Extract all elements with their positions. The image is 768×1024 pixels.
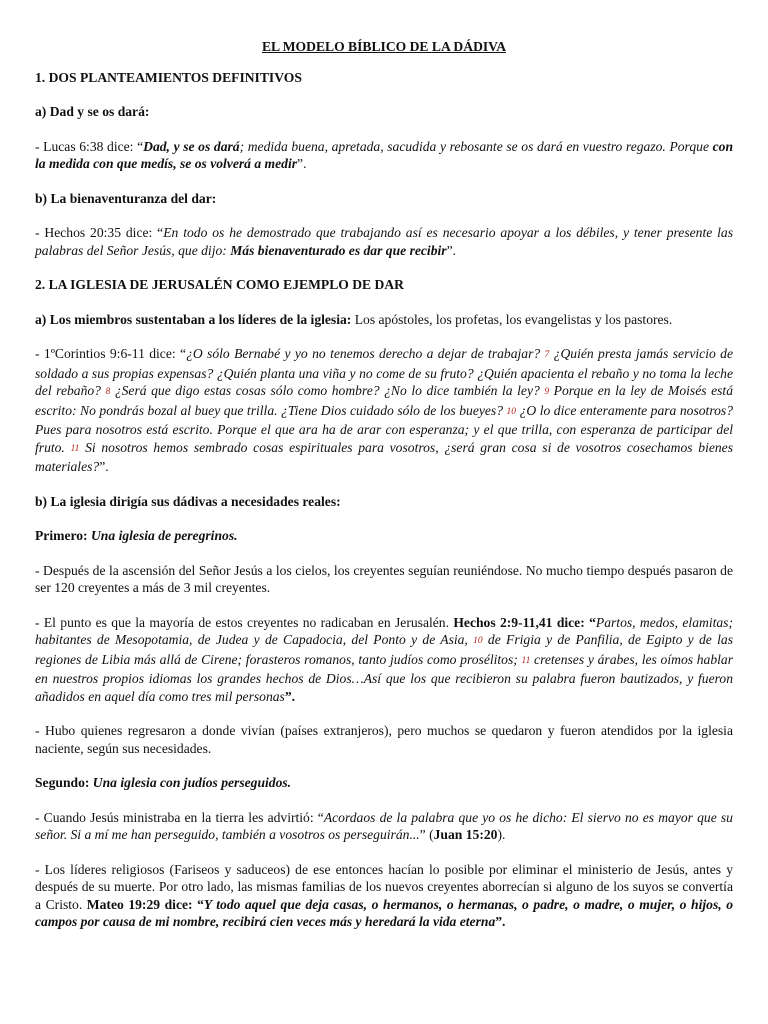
juan-paragraph — [35, 809, 733, 844]
verse-number: 10 — [473, 636, 483, 646]
text: ”. — [284, 688, 296, 704]
section-1-heading: 1. DOS PLANTEAMIENTOS DEFINITIVOS — [35, 69, 302, 85]
text: ”. — [495, 914, 506, 929]
quote-italic: Si nosotros hemos sembrado cosas espirituales para vosotros, ¿será gran cosa si de vosotros cosechamos bienes materiales? — [35, 439, 734, 474]
text: ). — [497, 827, 506, 842]
text: - El punto es que la mayoría de estos creyentes no radicaban en Jerusalén. — [35, 614, 454, 630]
quote-italic: ¿Será que digo estas cosas sólo como hombre? ¿No lo dice también la ley? — [110, 383, 545, 398]
lucas-paragraph — [35, 138, 733, 173]
text: ”. — [446, 242, 457, 258]
text: ”. — [99, 459, 109, 474]
quote-italic: Partos, medos, elamitas; habitantes de Mesopotamia, de Judea y de Capadocia, del Ponto y de Asia, — [35, 614, 733, 647]
lideres-paragraph — [35, 311, 733, 329]
quote-italic: En todo os he demostrado que trabajando así es necesario apoyar a los débiles, y tener presente las palabras del Señor Jesús, que dijo: — [35, 225, 733, 258]
verse-number: 7 — [544, 350, 550, 360]
text: - Los líderes religiosos (Fariseos y saduceos) de ese entonces hacían lo posible por eliminar el ministerio de Jesús, antes y después de su muerte. Por otro lado, las mismas familias de los nuevos creyentes aborrecían si alguno de los suyos se convertía a Cristo. — [35, 861, 733, 912]
quote-bold: con la medida con que medís, se os volverá a medir — [35, 138, 733, 171]
quote-bold: Más bienaventurado es dar que recibir — [230, 242, 447, 258]
corintios-paragraph — [35, 345, 733, 476]
primero-line — [35, 527, 733, 545]
quote-bold-italic: Y todo aquel que deja casas, o hermanos, o hermanas, o padre, o madre, o mujer, o hijos, o campos por causa de mi nombre, recibirá cien veces más y heredará la vida eterna — [35, 896, 733, 929]
text: ” ( — [419, 827, 434, 842]
document-title: EL MODELO BÍBLICO DE LA DÁDIVA — [261, 39, 507, 54]
subsection-a-title: a) Dad y se os dará: — [35, 104, 150, 119]
subsection-b-title: b) La bienaventuranza del dar: — [35, 190, 217, 206]
quote-italic: Porque en la ley de Moisés está escrito: No pondrás bozal al buey que trilla. ¿Tiene Dios cuidado sólo de los bueyes? — [35, 383, 733, 418]
quote-bold: Dad, y se os dará — [143, 138, 240, 154]
reference-bold: Mateo 19:29 dice: “ — [86, 896, 204, 912]
primero-text: Una iglesia de peregrinos. — [87, 528, 238, 543]
quote-italic: ¿Quién presta jamás servicio de soldado a sus propias expensas? ¿Quién planta una viña y no come de su fruto? ¿Quién apacienta el rebaño y no toma la leche del rebaño? — [35, 346, 733, 398]
text: - Cuando Jesús ministraba en la tierra les advirtió: “ — [35, 809, 324, 825]
segundo-line — [35, 774, 733, 792]
quote-italic: ¿O lo dice enteramente para nosotros? Pues para nosotros está escrito. Porque el que ara ha de arar con esperanza; y el que trilla, con esperanza de participar del fruto. — [35, 402, 733, 455]
text: ”. — [297, 156, 307, 171]
hechos-20-paragraph — [35, 224, 733, 259]
text: - Hechos 20:35 dice: “ — [35, 225, 164, 240]
text: Los apóstoles, los profetas, los evangelistas y los pastores. — [351, 311, 673, 327]
quote-italic: ; medida buena, apretada, sacudida y rebosante se os dará en vuestro regazo. Porque — [239, 138, 713, 154]
regresaron-paragraph: - Hubo quienes regresaron a donde vivían (países extranjeros), pero muchos se quedaron y fueron atendidos por la iglesia naciente, según sus necesidades. — [35, 723, 733, 756]
verse-number: 8 — [105, 387, 111, 397]
verse-number: 11 — [70, 443, 80, 454]
subsection-a-label: a) Los miembros sustentaban a los líderes de la iglesia: — [35, 311, 352, 327]
reference-bold: Hechos 2:9-11,41 dice: “ — [453, 614, 596, 630]
verse-number: 9 — [544, 387, 550, 397]
quote-italic: Acordaos de la palabra que yo os he dicho: El siervo no es mayor que su señor. Si a mí me han perseguido, también a vosotros os perseguirán... — [35, 809, 733, 842]
section-2-heading: 2. LA IGLESIA DE JERUSALÉN COMO EJEMPLO DE DAR — [35, 277, 404, 292]
ascension-paragraph: - Después de la ascensión del Señor Jesús a los cielos, los creyentes seguían reuniéndose. No mucho tiempo después pasaron de ser 120 creyentes a más de 3 mil creyentes. — [35, 562, 733, 595]
hechos-2-paragraph — [35, 614, 733, 706]
text: - 1ºCorintios 9:6-11 dice: “ — [35, 346, 187, 361]
segundo-text: Una iglesia con judíos perseguidos. — [89, 775, 292, 790]
primero-label: Primero: — [35, 528, 88, 543]
quote-italic: cretenses y árabes, les oímos hablar en nuestros propios idiomas los grandes hechos de Dios…Así que los que recibieron su palabra fueron bautizados, y fueron añadidos en aquel día como tres mil personas — [35, 651, 734, 704]
reference-bold: Juan 15:20 — [433, 827, 498, 842]
verse-number: 10 — [506, 406, 517, 417]
subsection-b2-title: b) La iglesia dirigía sus dádivas a necesidades reales: — [35, 493, 341, 509]
segundo-label: Segundo: — [35, 775, 90, 790]
quote-italic: de Frigia y de Panfilia, de Egipto y de las regiones de Libia más allá de Cirene; forasteros romanos, tanto judíos como prosélitos; — [35, 632, 733, 667]
text: - Lucas 6:38 dice: “ — [35, 138, 144, 154]
quote-italic: ¿O sólo Bernabé y yo no tenemos derecho a dejar de trabajar? — [186, 346, 545, 361]
mateo-paragraph — [35, 861, 733, 931]
verse-number: 11 — [521, 655, 531, 666]
